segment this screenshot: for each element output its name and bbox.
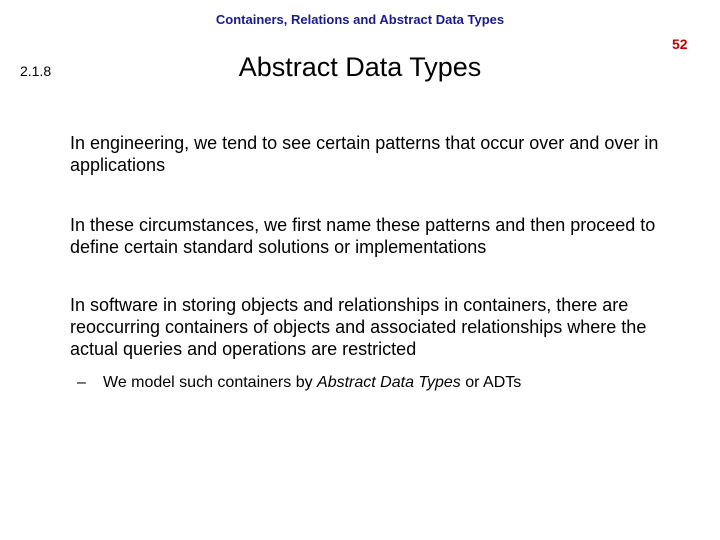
slide-header: Containers, Relations and Abstract Data Types	[215, 12, 505, 27]
sub-bullet-adt	[77, 373, 677, 393]
slide-title: Abstract Data Types	[238, 52, 482, 82]
sub-bullet-text-after: or ADTs	[460, 374, 522, 391]
paragraph-containers: In software in storing objects and relationships in containers, there are reoccurring containers of objects and associated relationships where the actual queries and operations are restricted	[70, 295, 647, 359]
section-number: 2.1.8	[20, 63, 52, 79]
sub-bullet-text-before: We model such containers by	[103, 374, 318, 391]
sub-bullet-emphasis: Abstract Data Types	[317, 374, 461, 391]
paragraph-solutions: In these circumstances, we first name these patterns and then proceed to define certain standard solutions or implementations	[70, 215, 656, 257]
paragraph-patterns: In engineering, we tend to see certain patterns that occur over and over in applications	[70, 133, 659, 175]
dash-bullet: –	[77, 374, 86, 391]
page-number: 52	[672, 36, 688, 52]
